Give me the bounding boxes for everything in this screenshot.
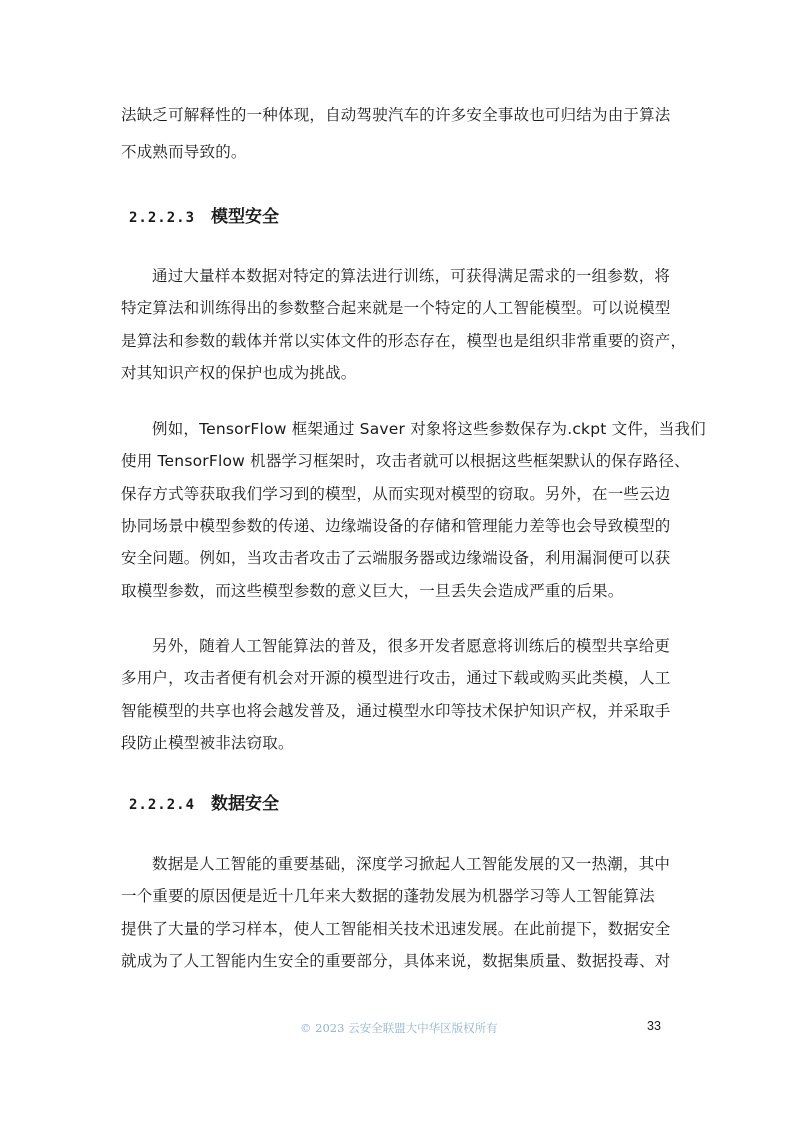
model-p2-line-2: 使用 TensorFlow 机器学习框架时，攻击者就可以根据这些框架默认的保存路径、 <box>121 452 690 470</box>
data-p1-line-2: 一个重要的原因便是近十几年来大数据的蓬勃发展为机器学习等人工智能算法 <box>121 887 655 905</box>
model-p1-line-2: 特定算法和训练得出的参数整合起来就是一个特定的人工智能模型。可以说模型 <box>121 299 671 317</box>
page-number: 33 <box>647 1019 661 1033</box>
model-p3-line-4: 段防止模型被非法窃取。 <box>121 734 294 752</box>
section-title: 数据安全 <box>211 794 280 814</box>
model-p2-line-5: 安全问题。例如，当攻击者攻击了云端服务器或边缘端设备，利用漏洞便可以获 <box>121 549 671 567</box>
section-number: 2.2.2.4 <box>129 797 196 813</box>
intro-line-2: 不成熟而导致的。 <box>121 143 247 161</box>
section-number: 2.2.2.3 <box>129 210 196 226</box>
intro-line-1: 法缺乏可解释性的一种体现，自动驾驶汽车的许多安全事故也可归结为由于算法 <box>121 106 671 124</box>
model-p1-line-3: 是算法和参数的载体并常以实体文件的形态存在，模型也是组织非常重要的资产， <box>121 332 687 350</box>
model-p3-line-3: 智能模型的共享也将会越发普及，通过模型水印等技术保护知识产权，并采取手 <box>121 702 671 720</box>
model-p3-line-2: 多用户，攻击者便有机会对开源的模型进行攻击，通过下载或购买此类模，人工 <box>121 669 671 687</box>
section-title: 模型安全 <box>211 207 280 227</box>
data-p1-line-4: 就成为了人工智能内生安全的重要部分，具体来说，数据集质量、数据投毒、对 <box>121 952 671 970</box>
model-p2-line-6: 取模型参数，而这些模型参数的意义巨大，一旦丢失会造成严重的后果。 <box>121 582 624 600</box>
data-p1-line-3: 提供了大量的学习样本，使人工智能相关技术迅速发展。在此前提下，数据安全 <box>121 920 671 938</box>
footer-copyright: © 2023 云安全联盟大中华区版权所有 <box>300 1021 498 1035</box>
model-p2-line-4: 协同场景中模型参数的传递、边缘端设备的存储和管理能力差等也会导致模型的 <box>121 517 671 535</box>
model-p2-line-1: 例如，TensorFlow 框架通过 Saver 对象将这些参数保存为.ckpt 文件，当我们 <box>152 420 706 438</box>
data-p1-line-1: 数据是人工智能的重要基础，深度学习掀起人工智能发展的又一热潮，其中 <box>152 855 671 873</box>
model-p1-line-1: 通过大量样本数据对特定的算法进行训练，可获得满足需求的一组参数，将 <box>152 267 671 285</box>
model-p3-line-1: 另外，随着人工智能算法的普及，很多开发者愿意将训练后的模型共享给更 <box>152 637 671 655</box>
model-p1-line-4: 对其知识产权的保护也成为挑战。 <box>121 364 357 382</box>
section-heading-data <box>129 792 279 817</box>
section-heading-model <box>129 205 279 230</box>
model-p2-line-3: 保存方式等获取我们学习到的模型，从而实现对模型的窃取。另外，在一些云边 <box>121 485 671 503</box>
